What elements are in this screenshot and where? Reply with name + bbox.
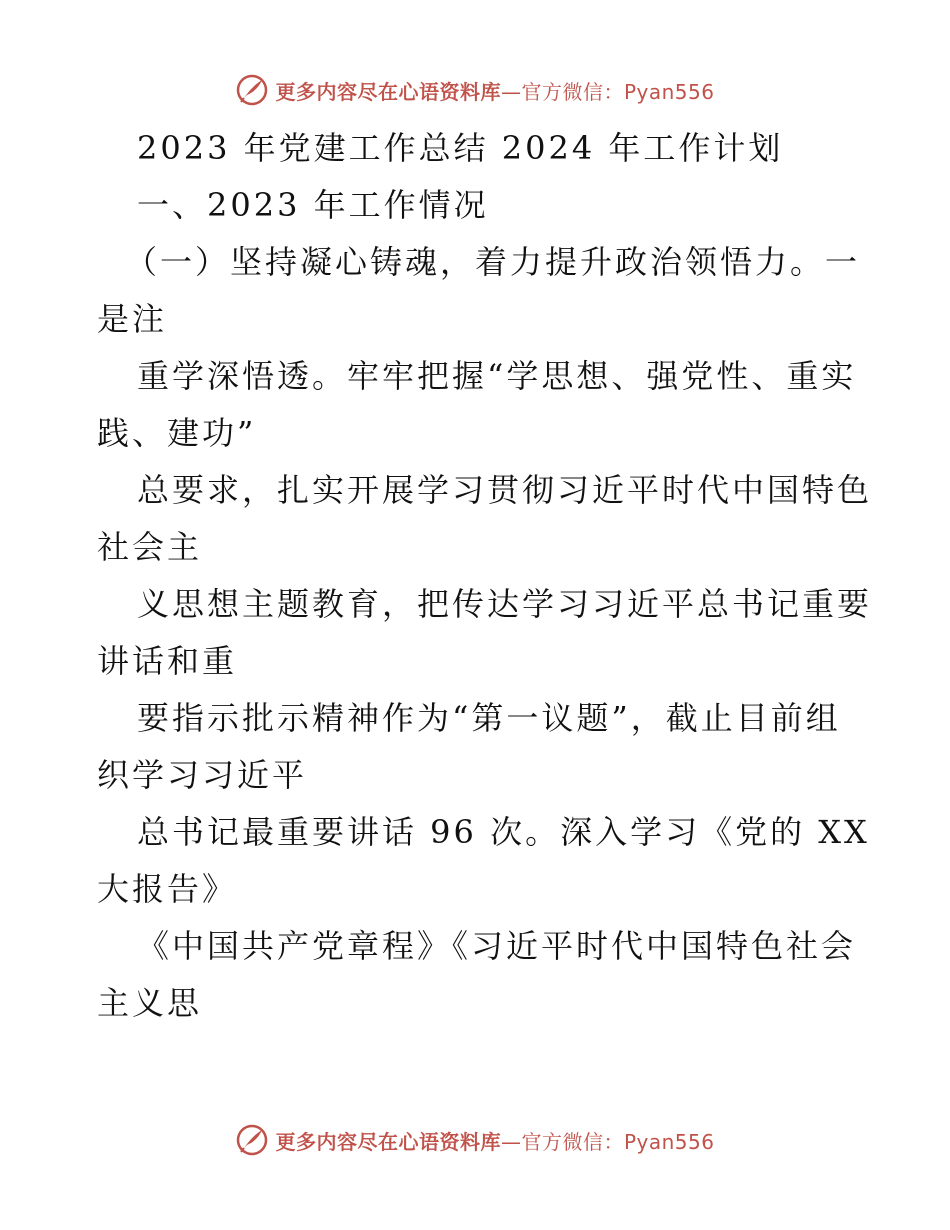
paragraph-line: 主义思 [97,984,203,1022]
paragraph-line: 《中国共产党章程》《习近平时代中国特色社会 [137,927,857,965]
paragraph-line: 义思想主题教育，把传达学习习近平总书记重要 [137,585,873,623]
section-heading: 一、2023 年工作情况 [137,186,489,224]
watermark-text-bold: 更多内容尽在心语资料库 [275,1129,501,1154]
paragraph-line: 践、建功” [97,414,257,452]
watermark-text [275,1126,714,1155]
paragraph-line: （一）坚持凝心铸魂，着力提升政治领悟力。一 [125,243,861,281]
paragraph-line: 大报告》 [97,870,238,908]
document-title: 2023 年党建工作总结 2024 年工作计划 [137,129,784,167]
feather-quill-icon [235,1123,269,1157]
watermark-footer [0,1120,950,1160]
paragraph-line: 讲话和重 [97,642,238,680]
paragraph-line: 总要求，扎实开展学习贯彻习近平时代中国特色 [137,471,873,509]
feather-quill-icon [235,73,269,107]
paragraph-line: 是注 [97,300,168,338]
paragraph-line: 总书记最重要讲话 96 次。深入学习《党的 XX [137,813,870,851]
watermark-text-bold: 更多内容尽在心语资料库 [275,79,501,104]
paragraph-line: 要指示批示精神作为“第一议题”，截止目前组 [137,699,841,737]
paragraph-line: 社会主 [97,528,203,566]
watermark-header [0,70,950,110]
paragraph-line: 重学深悟透。牢牢把握“学思想、强党性、重实 [137,357,857,395]
paragraph-line: 织学习习近平 [97,756,308,794]
watermark-text [275,76,714,105]
watermark-text-rest: —官方微信：Pyan556 [500,79,715,104]
watermark-text-rest: —官方微信：Pyan556 [500,1129,715,1154]
document-body [97,120,873,1032]
